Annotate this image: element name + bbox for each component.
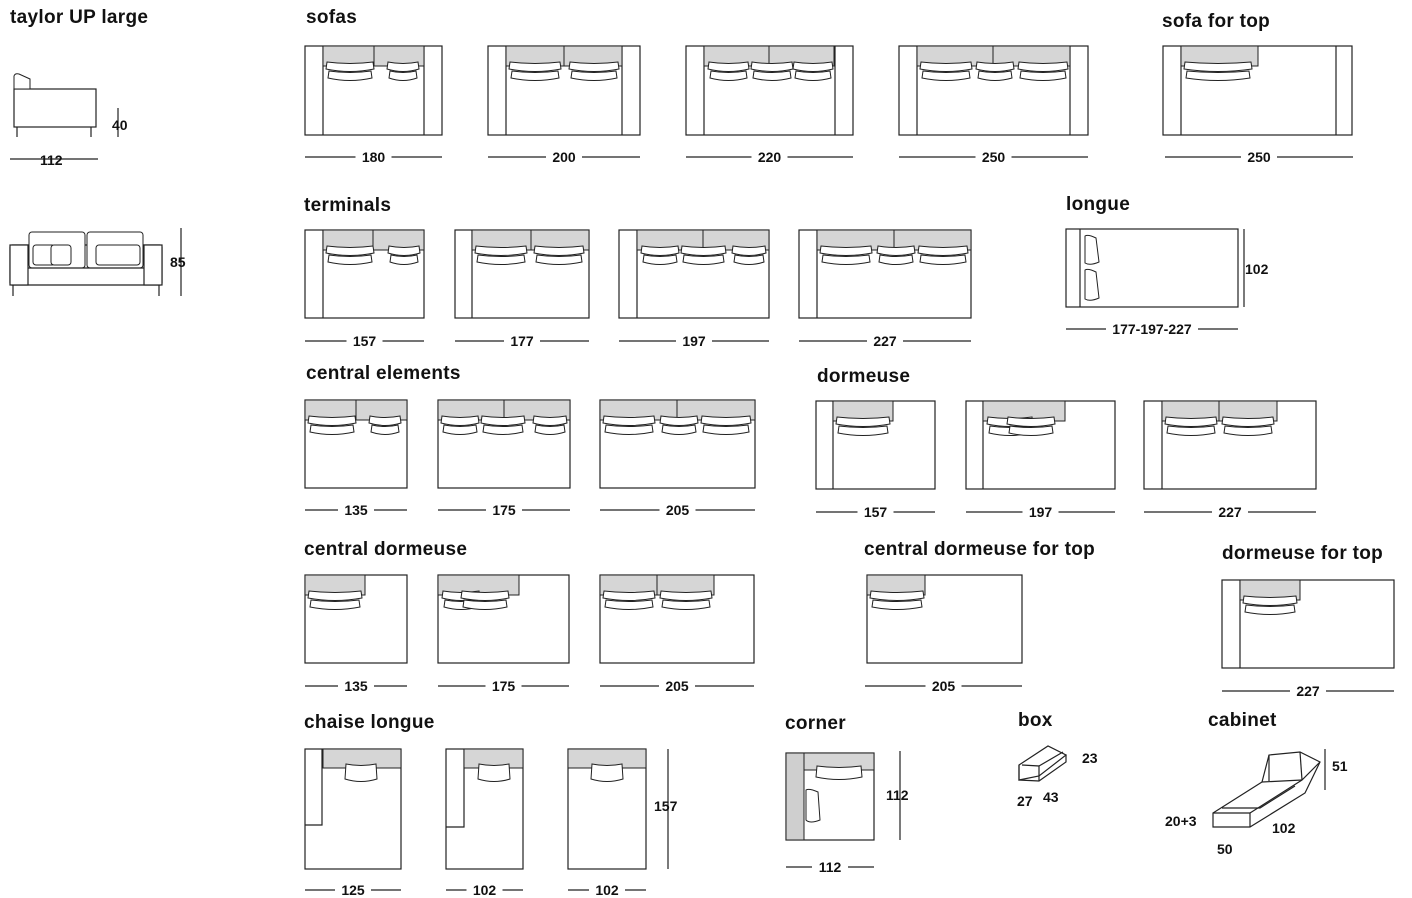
- longue-element: [1066, 229, 1269, 337]
- chaise-longue-width-label: 125: [341, 882, 365, 898]
- corner-width-label: 112: [818, 859, 842, 875]
- sofa-200: [488, 46, 640, 165]
- central-135: [305, 400, 407, 518]
- box-depth-label: 43: [1043, 789, 1059, 805]
- longue-width-label: 177-197-227: [1112, 321, 1192, 337]
- central-width-label: 175: [492, 502, 516, 518]
- sofas-title: sofas: [306, 7, 358, 28]
- dormeuse-157: [816, 401, 935, 520]
- sofa-for-top: [1163, 46, 1353, 165]
- dormeuse-for-top-width-label: 227: [1296, 683, 1320, 699]
- sofa-220: [686, 46, 853, 165]
- side-height-label: 40: [112, 117, 128, 133]
- front-view: [10, 228, 181, 296]
- box-width-label: 27: [1017, 793, 1033, 809]
- dormeuse-title: dormeuse: [817, 366, 911, 387]
- central-dormeuse-width-label: 175: [491, 678, 516, 694]
- front-height-label: 85: [170, 254, 186, 270]
- dormeuse-width-label: 157: [863, 504, 888, 520]
- product-title: taylor UP large: [10, 7, 149, 28]
- dormeuse-for-top: [1222, 580, 1394, 699]
- cabinet-element: [1165, 749, 1348, 857]
- box-element: [1017, 746, 1098, 809]
- sofa-width-label: 200: [552, 149, 576, 165]
- dormeuse-197: [966, 401, 1115, 520]
- cabinet-title: cabinet: [1208, 710, 1277, 731]
- chaise-longue-102-a: [446, 749, 523, 898]
- central-dormeuse-width-label: 205: [665, 678, 689, 694]
- longue-title: longue: [1066, 194, 1131, 215]
- box-title: box: [1018, 710, 1053, 731]
- chaise-longue-102-b: [568, 749, 678, 898]
- chaise-longue-depth-label: 157: [654, 798, 678, 814]
- sofa-for-top-width-label: 250: [1247, 149, 1271, 165]
- box-height-label: 23: [1082, 750, 1098, 766]
- terminal-width-label: 177: [510, 333, 534, 349]
- cabinet-height-label: 51: [1332, 758, 1348, 774]
- chaise-longue-width-label: 102: [595, 882, 619, 898]
- dormeuse-for-top-title: dormeuse for top: [1222, 543, 1384, 564]
- cabinet-base-label: 20+3: [1165, 813, 1197, 829]
- sofa-width-label: 250: [981, 149, 1006, 165]
- central-dormeuse-175: [438, 575, 569, 694]
- central-dormeuse-for-top-width-label: 205: [931, 678, 956, 694]
- chaise-longue-width-label: 102: [472, 882, 497, 898]
- sofa-250: [899, 46, 1088, 165]
- cabinet-width-label: 50: [1217, 841, 1233, 857]
- terminal-157: [305, 230, 424, 349]
- corner-element: [786, 751, 909, 875]
- corner-title: corner: [785, 713, 846, 734]
- dormeuse-width-label: 227: [1218, 504, 1242, 520]
- terminal-width-label: 157: [352, 333, 377, 349]
- central-dormeuse-for-top: [865, 575, 1022, 694]
- central-175: [438, 400, 570, 518]
- chaise-longue-125: [305, 749, 401, 898]
- sofa-width-label: 180: [361, 149, 386, 165]
- central-width-label: 205: [665, 502, 690, 518]
- central-dormeuse-title: central dormeuse: [304, 539, 468, 560]
- corner-depth-label: 112: [886, 787, 909, 803]
- sofa-for-top-title: sofa for top: [1162, 11, 1271, 32]
- terminal-227: [799, 230, 971, 349]
- terminal-width-label: 197: [682, 333, 706, 349]
- central-205: [600, 400, 755, 518]
- longue-depth-label: 102: [1245, 261, 1269, 277]
- sofa-180: [305, 46, 442, 165]
- side-depth-label: 112: [40, 152, 63, 168]
- sofa-width-label: 220: [757, 149, 782, 165]
- terminal-197: [619, 230, 769, 349]
- central-width-label: 135: [344, 502, 368, 518]
- chaise-longue-title: chaise longue: [304, 712, 435, 733]
- dormeuse-227: [1144, 401, 1316, 520]
- cabinet-depth-label: 102: [1272, 820, 1296, 836]
- side-view: [10, 74, 118, 159]
- dormeuse-width-label: 197: [1028, 504, 1053, 520]
- central-elements-title: central elements: [306, 363, 461, 384]
- central-dormeuse-for-top-title: central dormeuse for top: [864, 539, 1096, 560]
- terminal-177: [455, 230, 589, 349]
- central-dormeuse-135: [305, 575, 407, 694]
- central-dormeuse-205: [600, 575, 754, 694]
- terminal-width-label: 227: [873, 333, 897, 349]
- terminals-title: terminals: [304, 195, 392, 216]
- central-dormeuse-width-label: 135: [344, 678, 368, 694]
